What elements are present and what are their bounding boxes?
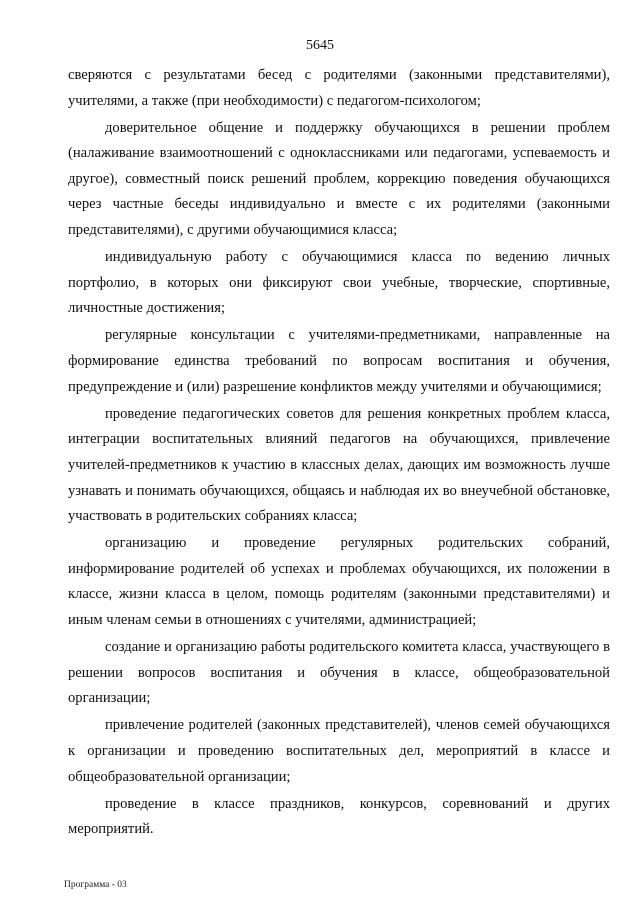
paragraph-8: привлечение родителей (законных представителей), членов семей обучающихся к организации и проведению воспитательных дел, мероприятий в классе и общеобразовательной организации;	[68, 717, 610, 785]
paragraph-5: проведение педагогических советов для решения конкретных проблем класса, интеграции воспитательных влияний педагогов на обучающихся, привлечение учителей-предметников к участию в классных делах, дающих им возможность лучше узнавать и понимать обучающихся, общаясь и наблюдая их во внеучебной обстановке, участвовать в родительских собраниях класса;	[68, 405, 610, 525]
paragraph-9: проведение в классе праздников, конкурсов, соревнований и других мероприятий.	[68, 795, 610, 838]
body-text	[68, 63, 610, 844]
paragraph-7: создание и организацию работы родительского комитета класса, участвующего в решении вопросов воспитания и обучения в классе, общеобразовательной организации;	[68, 639, 610, 707]
footer-label: Программа - 03	[64, 880, 127, 890]
paragraph-4: регулярные консультации с учителями-предметниками, направленные на формирование единства требований по вопросам воспитания и обучения, предупреждение и (или) разрешение конфликтов между учителями и обучающимися;	[68, 327, 610, 395]
paragraph-6: организацию и проведение регулярных родительских собраний, информирование родителей об успехах и проблемах обучающихся, их положении в классе, жизни класса в целом, помощь родителям (законными представителями) и иным членам семьи в отношениях с учителями, администрацией;	[68, 535, 610, 628]
page-number: 5645	[306, 38, 334, 53]
paragraph-3: индивидуальную работу с обучающимися класса по ведению личных портфолио, в которых они фиксируют свои учебные, творческие, спортивные, личностные достижения;	[68, 249, 610, 317]
paragraph-2: доверительное общение и поддержку обучающихся в решении проблем (налаживание взаимоотношений с одноклассниками или педагогами, успеваемость и другое), совместный поиск решений проблем, коррекцию поведения обучающихся через частные беседы индивидуально и вместе с их родителями (законными представителями), с другими обучающимися класса;	[68, 119, 610, 239]
paragraph-1: сверяются с результатами бесед с родителями (законными представителями), учителями, а также (при необходимости) с педагогом-психологом;	[68, 67, 610, 109]
